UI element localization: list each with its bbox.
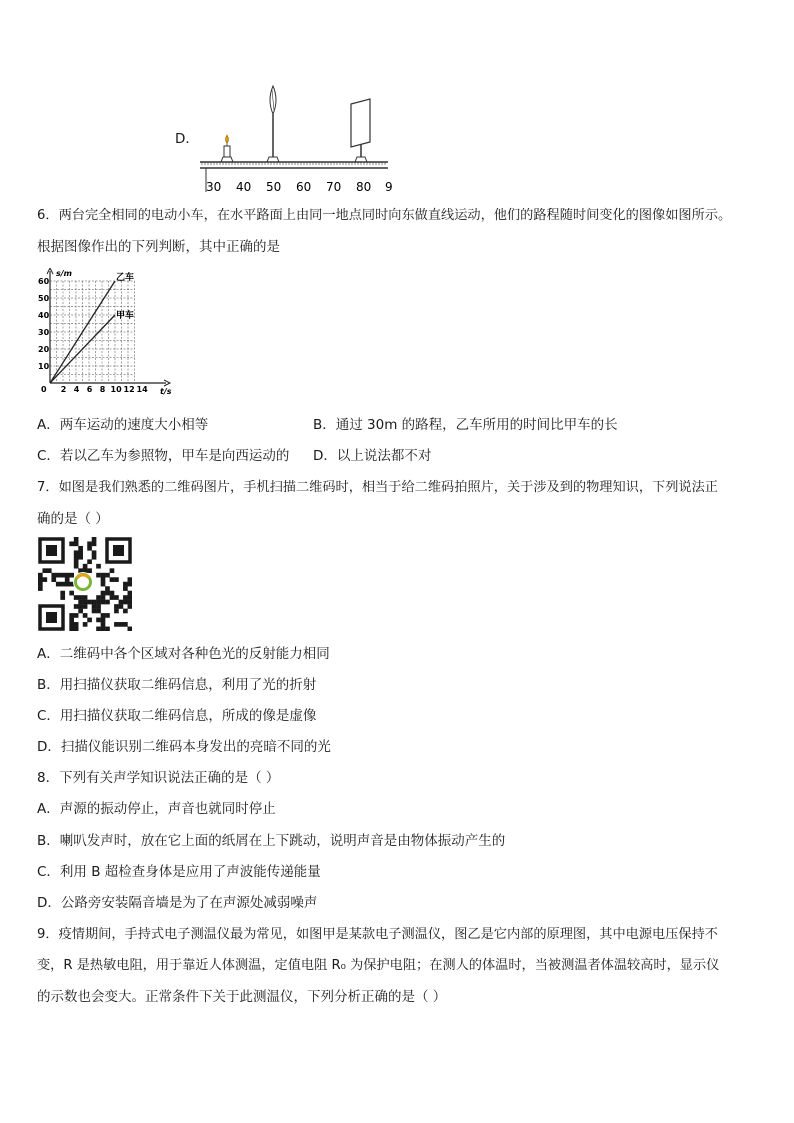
qr-module bbox=[60, 573, 65, 578]
qr-module bbox=[69, 591, 74, 596]
qr-module bbox=[96, 604, 101, 609]
qr-module bbox=[74, 537, 79, 542]
q7-option-b: B．用扫描仪获取二维码信息，利用了光的折射 bbox=[37, 677, 317, 693]
qr-module bbox=[69, 541, 74, 546]
q7-option-c: C．用扫描仪获取二维码信息，所成的像是虚像 bbox=[37, 708, 317, 724]
y-tick-label: 20 bbox=[38, 345, 50, 354]
qr-module bbox=[114, 622, 119, 627]
x-tick-label: 2 bbox=[60, 385, 67, 394]
qr-module bbox=[101, 573, 106, 578]
qr-module bbox=[101, 577, 106, 582]
qr-module bbox=[74, 622, 79, 627]
qr-module bbox=[128, 577, 132, 582]
q7-stem-line1: 7．如图是我们熟悉的二维码图片，手机扫描二维码时，相当于给二维码拍照片，关于涉及到的物理知识，下列说法正 bbox=[37, 480, 718, 495]
qr-module bbox=[128, 582, 132, 587]
ruler-tick-label: 50 bbox=[266, 180, 282, 194]
qr-module bbox=[38, 586, 43, 591]
qr-module bbox=[83, 564, 88, 569]
qr-module bbox=[69, 618, 74, 623]
qr-module bbox=[96, 627, 101, 631]
q7-stem-line2: 确的是（ ） bbox=[37, 511, 109, 527]
qr-module bbox=[114, 604, 119, 609]
qr-module bbox=[128, 600, 132, 605]
series-label: 乙车 bbox=[116, 273, 135, 283]
qr-module bbox=[110, 595, 115, 600]
q7-option-d: D．扫描仪能识别二维码本身发出的亮暗不同的光 bbox=[37, 739, 331, 755]
qr-module bbox=[123, 609, 128, 614]
x-tick-label: 6 bbox=[86, 385, 93, 394]
optical-bench-figure bbox=[196, 80, 396, 195]
q9-stem-line2: 变，R 是热敏电阻，用于靠近人体测温，定值电阻 R₀ 为保护电阻；在测人的体温时，当被测温者体温较高时，显示仪 bbox=[37, 958, 720, 973]
qr-module bbox=[60, 591, 65, 596]
qr-module bbox=[128, 591, 132, 596]
convex-lens-icon bbox=[267, 86, 279, 162]
qr-module bbox=[101, 622, 106, 627]
qr-module bbox=[123, 582, 128, 587]
qr-module bbox=[47, 568, 52, 573]
qr-module bbox=[87, 568, 92, 573]
q6-option-c: C．若以乙车为参照物，甲车是向西运动的 bbox=[37, 448, 290, 464]
qr-module bbox=[105, 600, 110, 605]
qr-module bbox=[78, 600, 83, 605]
q8-option-c: C．利用 B 超检查身体是应用了声波能传递能量 bbox=[37, 864, 321, 880]
distance-time-chart bbox=[36, 268, 176, 396]
qr-module bbox=[119, 604, 124, 609]
qr-module bbox=[105, 591, 110, 596]
qr-module bbox=[65, 573, 70, 578]
qr-module bbox=[83, 622, 88, 627]
qr-module bbox=[101, 591, 106, 596]
qr-module bbox=[74, 550, 79, 555]
qr-module bbox=[78, 555, 83, 560]
qr-module bbox=[101, 600, 106, 605]
qr-module bbox=[56, 573, 61, 578]
qr-module bbox=[128, 627, 132, 631]
qr-code-image bbox=[38, 537, 132, 631]
qr-module bbox=[69, 613, 74, 618]
qr-module bbox=[105, 586, 110, 591]
x-tick-label: 12 bbox=[123, 385, 135, 394]
qr-module bbox=[87, 559, 92, 564]
qr-module bbox=[65, 577, 70, 582]
qr-module bbox=[110, 591, 115, 596]
qr-module bbox=[51, 577, 56, 582]
ruler-tick-label: 80 bbox=[356, 180, 372, 194]
qr-module bbox=[69, 622, 74, 627]
qr-module bbox=[101, 595, 106, 600]
qr-module bbox=[128, 604, 132, 609]
series-label: 甲车 bbox=[116, 311, 135, 321]
qr-module bbox=[110, 577, 115, 582]
x-tick-label: 8 bbox=[99, 385, 106, 394]
qr-module bbox=[105, 613, 110, 618]
qr-module bbox=[74, 559, 79, 564]
qr-module bbox=[38, 577, 43, 582]
qr-module bbox=[69, 573, 74, 578]
qr-module bbox=[51, 573, 56, 578]
q6-stem-line1: 6．两台完全相同的电动小车，在水平路面上由同一地点同时向东做直线运动，他们的路程随时间变化的图像如图所示。 bbox=[37, 208, 732, 223]
qr-module bbox=[74, 555, 79, 560]
qr-module bbox=[78, 550, 83, 555]
qr-module bbox=[74, 564, 79, 569]
qr-module bbox=[92, 604, 97, 609]
qr-module bbox=[78, 595, 83, 600]
qr-module bbox=[42, 577, 47, 582]
qr-module bbox=[78, 604, 83, 609]
qr-module bbox=[101, 613, 106, 618]
qr-module bbox=[42, 568, 47, 573]
q8-option-b: B．喇叭发声时，放在它上面的纸屑在上下跳动，说明声音是由物体振动产生的 bbox=[37, 833, 506, 849]
qr-module bbox=[114, 609, 119, 614]
qr-module bbox=[83, 595, 88, 600]
q7-option-a: A．二维码中各个区域对各种色光的反射能力相同 bbox=[37, 646, 330, 662]
qr-module bbox=[92, 541, 97, 546]
qr-module bbox=[83, 604, 88, 609]
qr-module bbox=[87, 600, 92, 605]
q5-option-d-label: D． bbox=[175, 131, 199, 147]
ruler-tick-label: 30 bbox=[206, 180, 222, 194]
y-tick-label: 50 bbox=[38, 294, 50, 303]
qr-module bbox=[56, 582, 61, 587]
qr-module bbox=[96, 618, 101, 623]
qr-module bbox=[123, 622, 128, 627]
qr-module bbox=[92, 537, 97, 542]
qr-module bbox=[87, 541, 92, 546]
qr-module bbox=[123, 600, 128, 605]
y-tick-label: 10 bbox=[38, 362, 50, 371]
y-tick-label: 60 bbox=[38, 277, 50, 286]
qr-module bbox=[92, 600, 97, 605]
light-screen-icon bbox=[351, 99, 370, 162]
qr-module bbox=[74, 627, 79, 631]
qr-module bbox=[123, 586, 128, 591]
x-tick-label: 10 bbox=[110, 385, 122, 394]
qr-module bbox=[92, 555, 97, 560]
x-axis-label: t/s bbox=[160, 387, 172, 396]
qr-module bbox=[74, 613, 79, 618]
q8-option-a: A．声源的振动停止，声音也就同时停止 bbox=[37, 801, 276, 817]
qr-module bbox=[83, 613, 88, 618]
y-axis-label: s/m bbox=[56, 269, 73, 278]
qr-module bbox=[87, 546, 92, 551]
qr-module bbox=[119, 600, 124, 605]
q6-stem-line2: 根据图像作出的下列判断，其中正确的是 bbox=[37, 239, 280, 255]
x-tick-label: 14 bbox=[136, 385, 148, 394]
qr-module bbox=[74, 595, 79, 600]
candle-icon bbox=[221, 135, 233, 162]
qr-module bbox=[101, 618, 106, 623]
q6-option-b: B．通过 30m 的路程，乙车所用的时间比甲车的长 bbox=[313, 417, 618, 433]
qr-module bbox=[119, 622, 124, 627]
qr-module bbox=[96, 600, 101, 605]
qr-module bbox=[38, 573, 43, 578]
qr-module bbox=[78, 546, 83, 551]
q9-stem-line3: 的示数也会变大。正常条件下关于此测温仪，下列分析正确的是（ ） bbox=[37, 989, 447, 1005]
qr-module bbox=[96, 595, 101, 600]
qr-module bbox=[96, 609, 101, 614]
qr-module bbox=[114, 577, 119, 582]
qr-module bbox=[114, 595, 119, 600]
qr-module bbox=[74, 604, 79, 609]
x-tick-label: 4 bbox=[73, 385, 80, 394]
ruler-tick-label: 60 bbox=[296, 180, 312, 194]
qr-module bbox=[110, 568, 115, 573]
qr-module bbox=[96, 564, 101, 569]
y-tick-label: 30 bbox=[38, 328, 50, 337]
q6-option-d: D．以上说法都不对 bbox=[313, 448, 432, 464]
qr-module bbox=[105, 627, 110, 631]
q6-option-a: A．两车运动的速度大小相等 bbox=[37, 417, 209, 433]
qr-module bbox=[38, 582, 43, 587]
qr-module bbox=[96, 573, 101, 578]
qr-module bbox=[92, 609, 97, 614]
q8-option-d: D．公路旁安装隔音墙是为了在声源处减弱噪声 bbox=[37, 895, 318, 911]
qr-module bbox=[60, 582, 65, 587]
qr-module bbox=[83, 600, 88, 605]
ruler-tick-label: 40 bbox=[236, 180, 252, 194]
qr-module bbox=[92, 550, 97, 555]
qr-module bbox=[101, 582, 106, 587]
qr-module bbox=[65, 582, 70, 587]
q8-stem: 8．下列有关声学知识说法正确的是（ ） bbox=[37, 770, 280, 786]
q9-stem-line1: 9．疫情期间，手持式电子测温仪最为常见，如图甲是某款电子测温仪，图乙是它内部的原理图，其中电源电压保持不 bbox=[37, 927, 718, 942]
y-tick-label: 40 bbox=[38, 311, 50, 320]
qr-module bbox=[74, 541, 79, 546]
origin-label: 0 bbox=[41, 385, 47, 394]
qr-module bbox=[69, 627, 74, 631]
qr-module bbox=[105, 573, 110, 578]
qr-module bbox=[128, 595, 132, 600]
ruler-tick-label: 9 bbox=[385, 180, 393, 194]
ruler-tick-label: 70 bbox=[326, 180, 342, 194]
qr-module bbox=[87, 618, 92, 623]
qr-module bbox=[78, 609, 83, 614]
qr-module bbox=[60, 595, 65, 600]
qr-module bbox=[123, 595, 128, 600]
qr-module bbox=[101, 627, 106, 631]
